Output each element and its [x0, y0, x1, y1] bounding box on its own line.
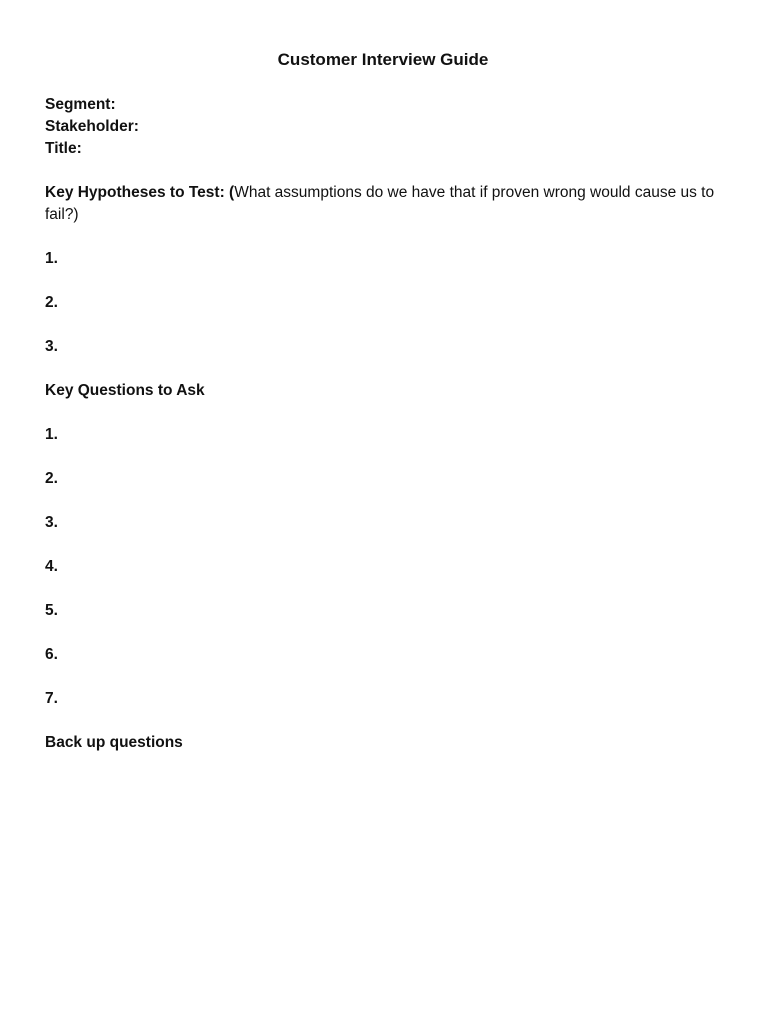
- spacer: [45, 622, 725, 644]
- stakeholder-label: Stakeholder:: [45, 118, 139, 135]
- segment-label: Segment:: [45, 96, 116, 113]
- spacer: [45, 270, 725, 292]
- spacer: [45, 314, 725, 336]
- question-item-6: 6.: [45, 646, 58, 663]
- hypotheses-description: What assumptions do we have that if proven wrong would cause us to fail?): [45, 184, 715, 223]
- spacer: [45, 490, 725, 512]
- document-body: [45, 48, 725, 754]
- hypotheses-heading: Key Hypotheses to Test: (: [45, 184, 235, 201]
- spacer: [45, 160, 725, 182]
- spacer: [45, 358, 725, 380]
- spacer: [45, 446, 725, 468]
- question-item-3: 3.: [45, 514, 58, 531]
- spacer: [45, 578, 725, 600]
- hypotheses-heading-block: [45, 182, 725, 226]
- question-item-7: 7.: [45, 690, 58, 707]
- backup-questions-heading: Back up questions: [45, 734, 183, 751]
- spacer: [45, 666, 725, 688]
- hypothesis-item-1: 1.: [45, 250, 58, 267]
- question-item-4: 4.: [45, 558, 58, 575]
- hypothesis-item-2: 2.: [45, 294, 58, 311]
- spacer: [45, 534, 725, 556]
- document-title: Customer Interview Guide: [277, 50, 489, 69]
- question-item-1: 1.: [45, 426, 58, 443]
- spacer: [45, 402, 725, 424]
- title-label: Title:: [45, 140, 82, 157]
- hypothesis-item-3: 3.: [45, 338, 58, 355]
- spacer: [45, 710, 725, 732]
- question-item-5: 5.: [45, 602, 58, 619]
- spacer: [45, 226, 725, 248]
- questions-heading: Key Questions to Ask: [45, 382, 205, 399]
- question-item-2: 2.: [45, 470, 58, 487]
